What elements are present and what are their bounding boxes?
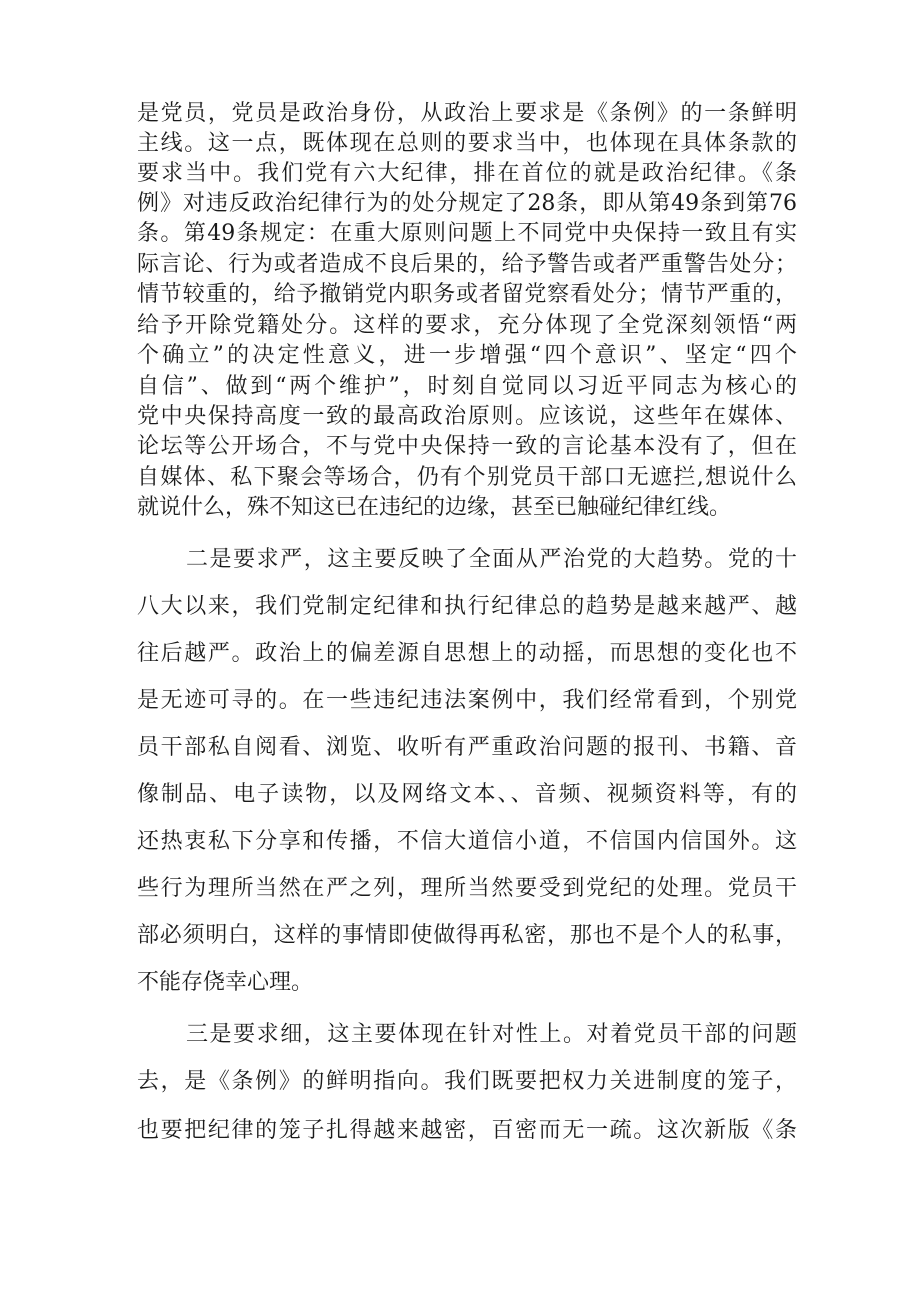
text-line: 党中央保持高度一致的最高政治原则。应该说，这些年在媒体、 <box>137 404 797 429</box>
text-line: 还热衷私下分享和传播，不信大道信小道，不信国内信国外。这 <box>137 829 797 854</box>
text-line: 不能存侥幸心理。 <box>137 970 314 995</box>
text-line: 情节较重的，给予撤销党内职务或者留党察看处分；情节严重的， <box>137 282 797 307</box>
text-line: 些行为理所当然在严之列，理所当然要受到党纪的处理。党员干 <box>137 876 797 901</box>
text-line: 员干部私自阅看、浏览、收听有严重政治问题的报刊、书籍、音 <box>137 735 797 760</box>
text-line: 部必须明白，这样的事情即使做得再私密，那也不是个人的私事， <box>137 923 797 948</box>
text-line: 际言论、行为或者造成不良后果的，给予警告或者严重警告处分； <box>137 252 797 277</box>
text-line: 条。第49条规定：在重大原则问题上不同党中央保持一致且有实 <box>137 221 797 246</box>
text-line: 给予开除党籍处分。这样的要求，充分体现了全党深刻领悟“两 <box>137 313 797 338</box>
text-line: 例》对违反政治纪律行为的处分规定了28条，即从第49条到第76 <box>137 191 797 216</box>
text-line: 去，是《条例》的鲜明指向。我们既要把权力关进制度的笼子， <box>137 1069 797 1094</box>
text-line: 主线。这一点，既体现在总则的要求当中，也体现在具体条款的 <box>137 131 797 156</box>
text-line: 个确立”的决定性意义，进一步增强“四个意识”、坚定“四个 <box>137 343 797 368</box>
text-line: 也要把纪律的笼子扎得越来越密，百密而无一疏。这次新版《条 <box>137 1118 797 1143</box>
text-line: 就说什么，殊不知这已在违纪的边缘，甚至已触碰纪律红线。 <box>137 495 732 520</box>
text-line: 二是要求严，这主要反映了全面从严治党的大趋势。党的十 <box>186 547 797 572</box>
text-line: 是党员，党员是政治身份，从政治上要求是《条例》的一条鲜明 <box>137 101 797 126</box>
text-line: 要求当中。我们党有六大纪律，排在首位的就是政治纪律。《条 <box>137 161 797 186</box>
text-line: 往后越严。政治上的偏差源自思想上的动摇，而思想的变化也不 <box>137 641 797 666</box>
text-line: 自信”、做到“两个维护”，时刻自觉同以习近平同志为核心的 <box>137 374 797 399</box>
text-line: 八大以来，我们党制定纪律和执行纪律总的趋势是越来越严、越 <box>137 594 797 619</box>
text-line: 三是要求细，这主要体现在针对性上。对着党员干部的问题 <box>186 1022 797 1047</box>
text-line: 论坛等公开场合，不与党中央保持一致的言论基本没有了，但在 <box>137 434 797 459</box>
text-line: 像制品、电子读物，以及网络文本、、音频、视频资料等，有的 <box>137 782 797 807</box>
text-line: 自媒体、私下聚会等场合，仍有个别党员干部口无遮拦,想说什么 <box>137 465 797 490</box>
text-line: 是无迹可寻的。在一些违纪违法案例中，我们经常看到，个别党 <box>137 688 797 713</box>
